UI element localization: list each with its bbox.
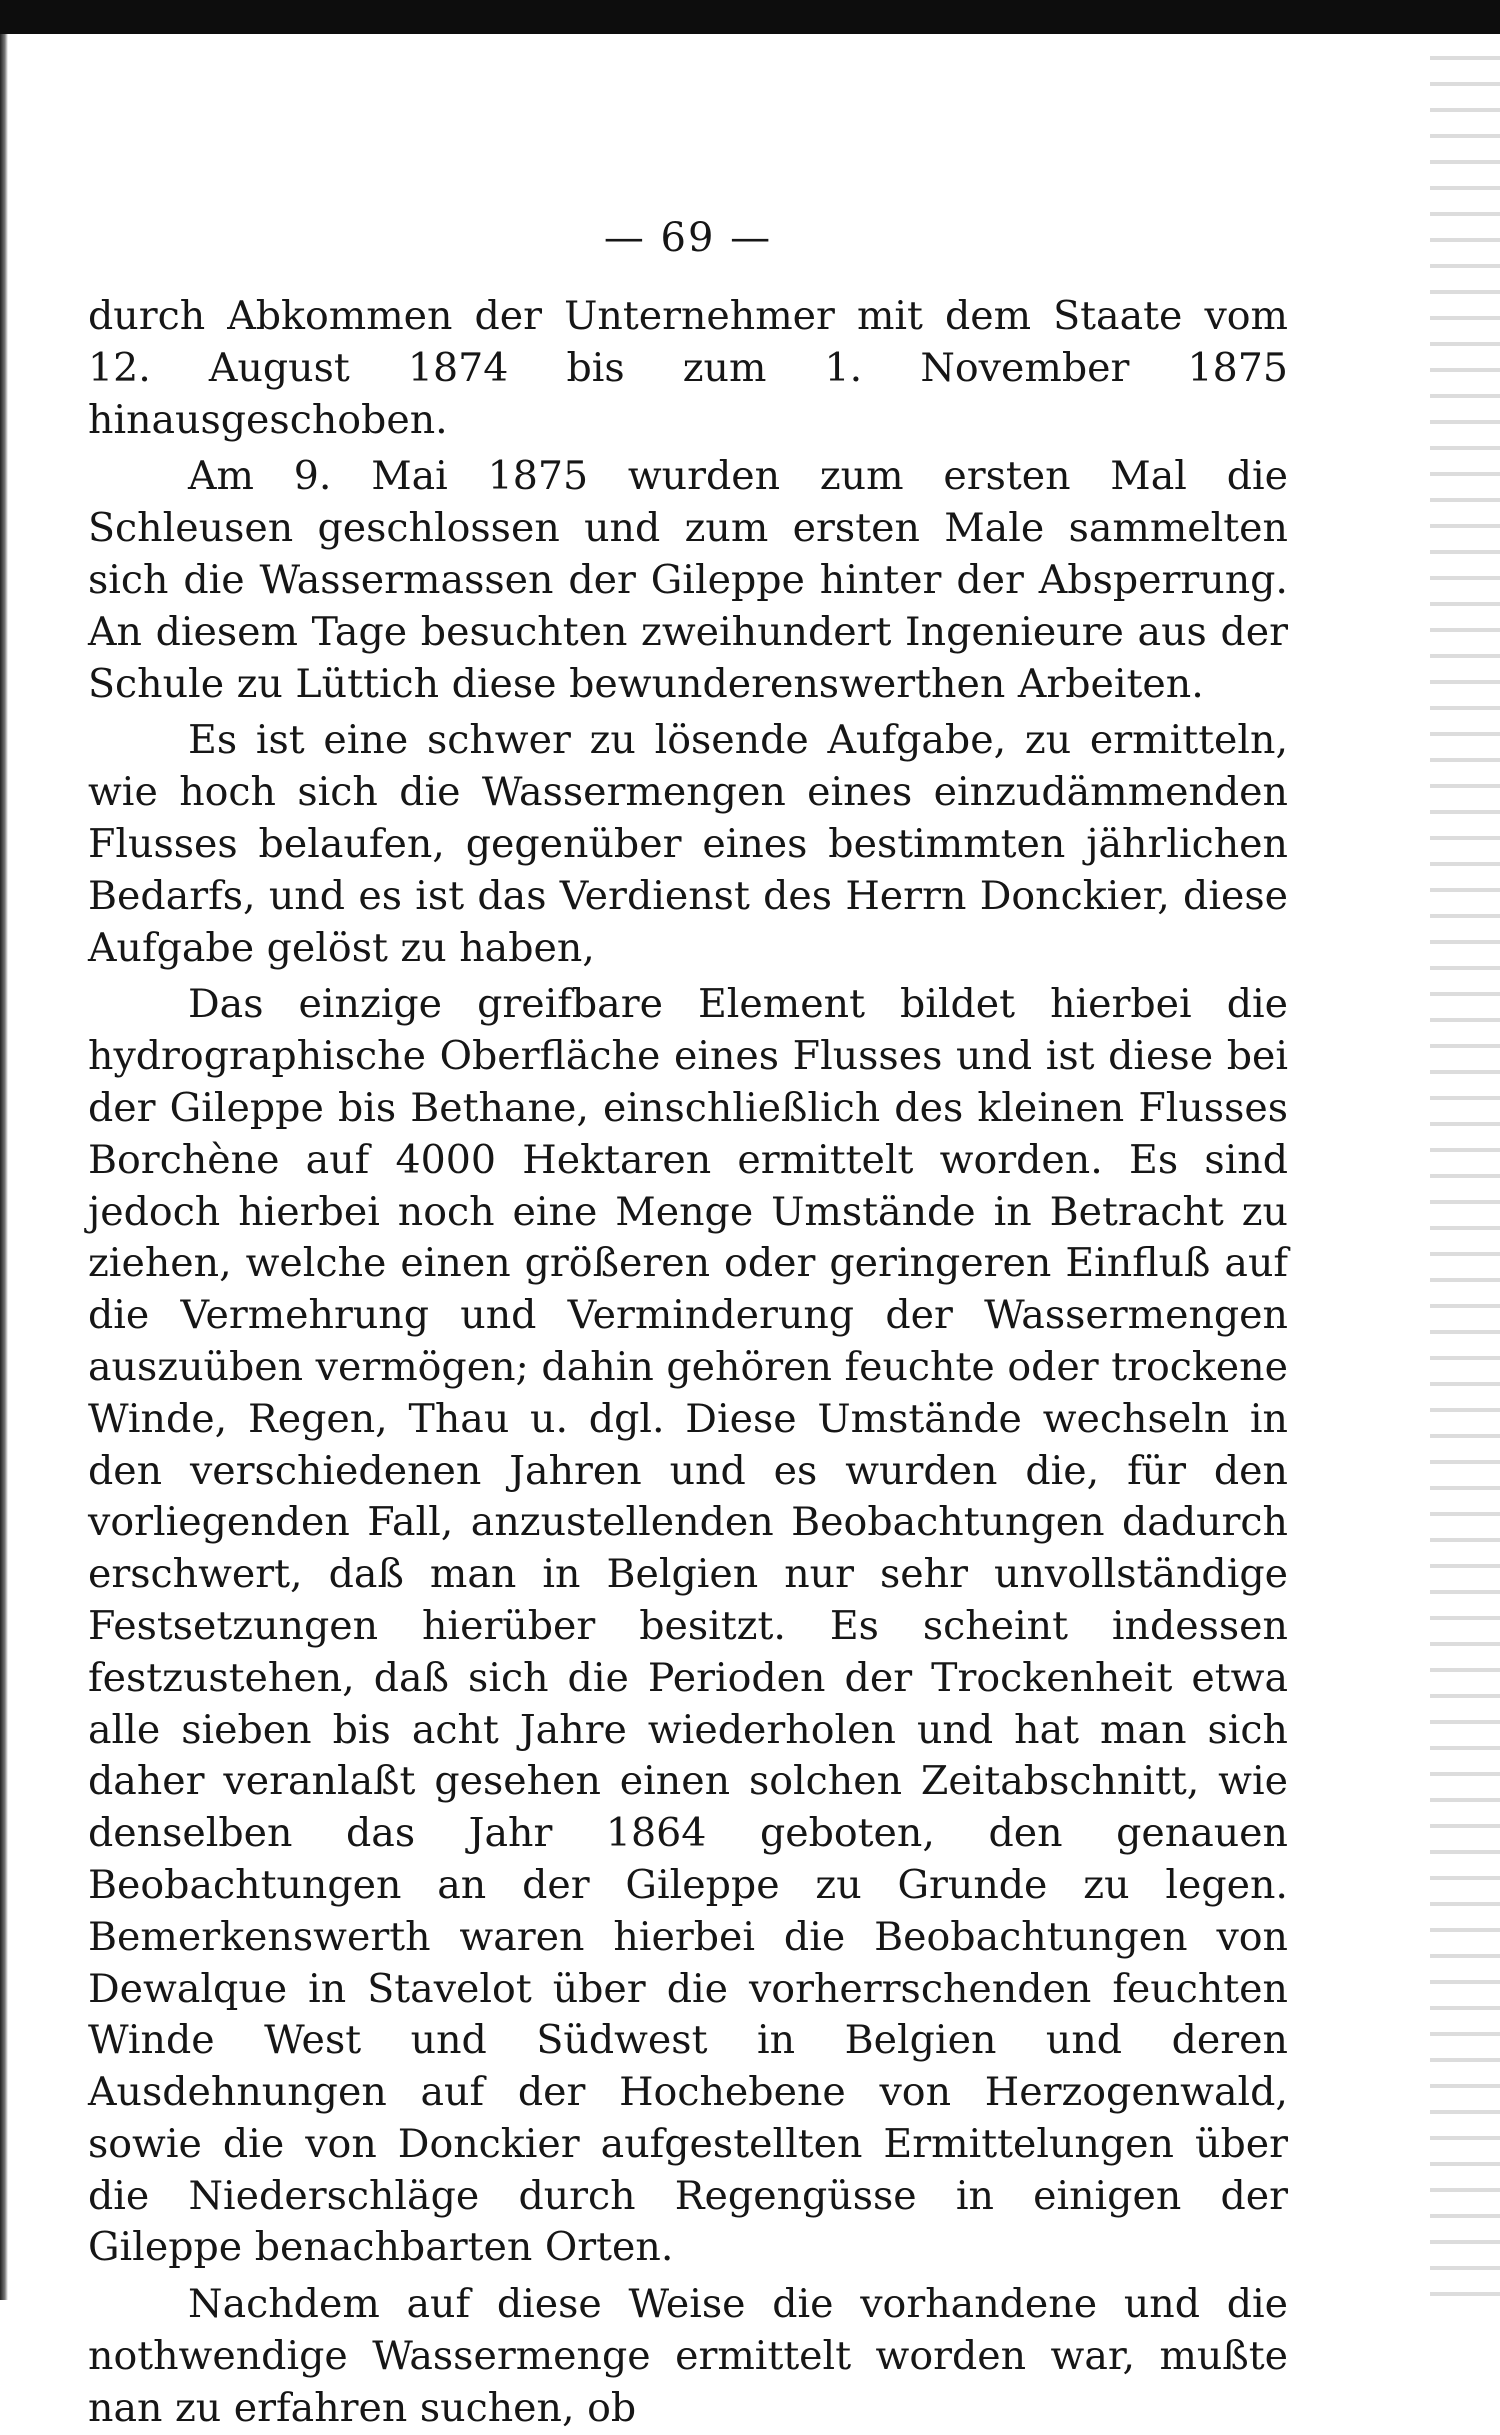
- page-number: — 69 —: [603, 215, 773, 261]
- scan-edge-right: [1430, 34, 1500, 2300]
- scan-edge-left: [0, 34, 8, 2300]
- paragraph: Das einzige greifbare Element bildet hierbei die hydrographische Oberfläche eines Flusses und ist diese bei der Gileppe bis Bethane, einschließlich des kleinen Flusses Borchène auf 4000 Hektaren ermittelt worden. Es sind jedoch hierbei noch eine Menge Umstände in Betracht zu ziehen, welche einen größeren oder geringeren Einfluß auf die Vermehrung und Verminderung der Wassermengen auszuüben vermögen; dahin gehören feuchte oder trockene Winde, Regen, Thau u. dgl. Diese Umstände wechseln in den verschiedenen Jahren und es wurden die, für den vorliegenden Fall, anzustellenden Beobachtungen dadurch erschwert, daß man in Belgien nur sehr unvollständige Festsetzungen hierüber besitzt. Es scheint indessen festzustehen, daß sich die Perioden der Trockenheit etwa alle sieben bis acht Jahre wiederholen und hat man sich daher veranlaßt gesehen einen solchen Zeitabschnitt, wie denselben das Jahr 1864 geboten, den genauen Beobachtungen an der Gileppe zu Grunde zu legen. Bemerkenswerth waren hierbei die Beobachtungen von Dewalque in Stavelot über die vorherrschenden feuchten Winde West und Südwest in Belgien und deren Ausdehnungen auf der Hochebene von Herzogenwald, sowie die von Donckier aufgestellten Ermittelungen über die Niederschläge durch Regengüsse in einigen der Gileppe benachbarten Orten.: [88, 981, 1288, 2271]
- paragraph: Am 9. Mai 1875 wurden zum ersten Mal die Schleusen geschlossen und zum ersten Male sammelten sich die Wassermassen der Gileppe hinter der Absperrung. An diesem Tage besuchten zweihundert Ingenieure aus der Schule zu Lüttich diese bewunderenswerthen Arbeiten.: [88, 453, 1288, 707]
- page-text: [88, 291, 1288, 2435]
- paragraph: Nachdem auf diese Weise die vorhandene und die nothwendige Wassermenge ermittelt worden war, mußte nan zu erfahren suchen, ob: [88, 2281, 1288, 2431]
- paragraph: Es ist eine schwer zu lösende Aufgabe, zu ermitteln, wie hoch sich die Wassermengen eines einzudämmenden Flusses belaufen, gegenüber eines bestimmten jährlichen Bedarfs, und es ist das Verdienst des Herrn Donckier, diese Aufgabe gelöst zu haben,: [88, 717, 1288, 971]
- paragraph-continuation: durch Abkommen der Unternehmer mit dem Staate vom 12. August 1874 bis zum 1. November 1875 hinausgeschoben.: [88, 293, 1288, 443]
- book-page: [88, 190, 1288, 2435]
- scan-edge-top: [0, 0, 1500, 34]
